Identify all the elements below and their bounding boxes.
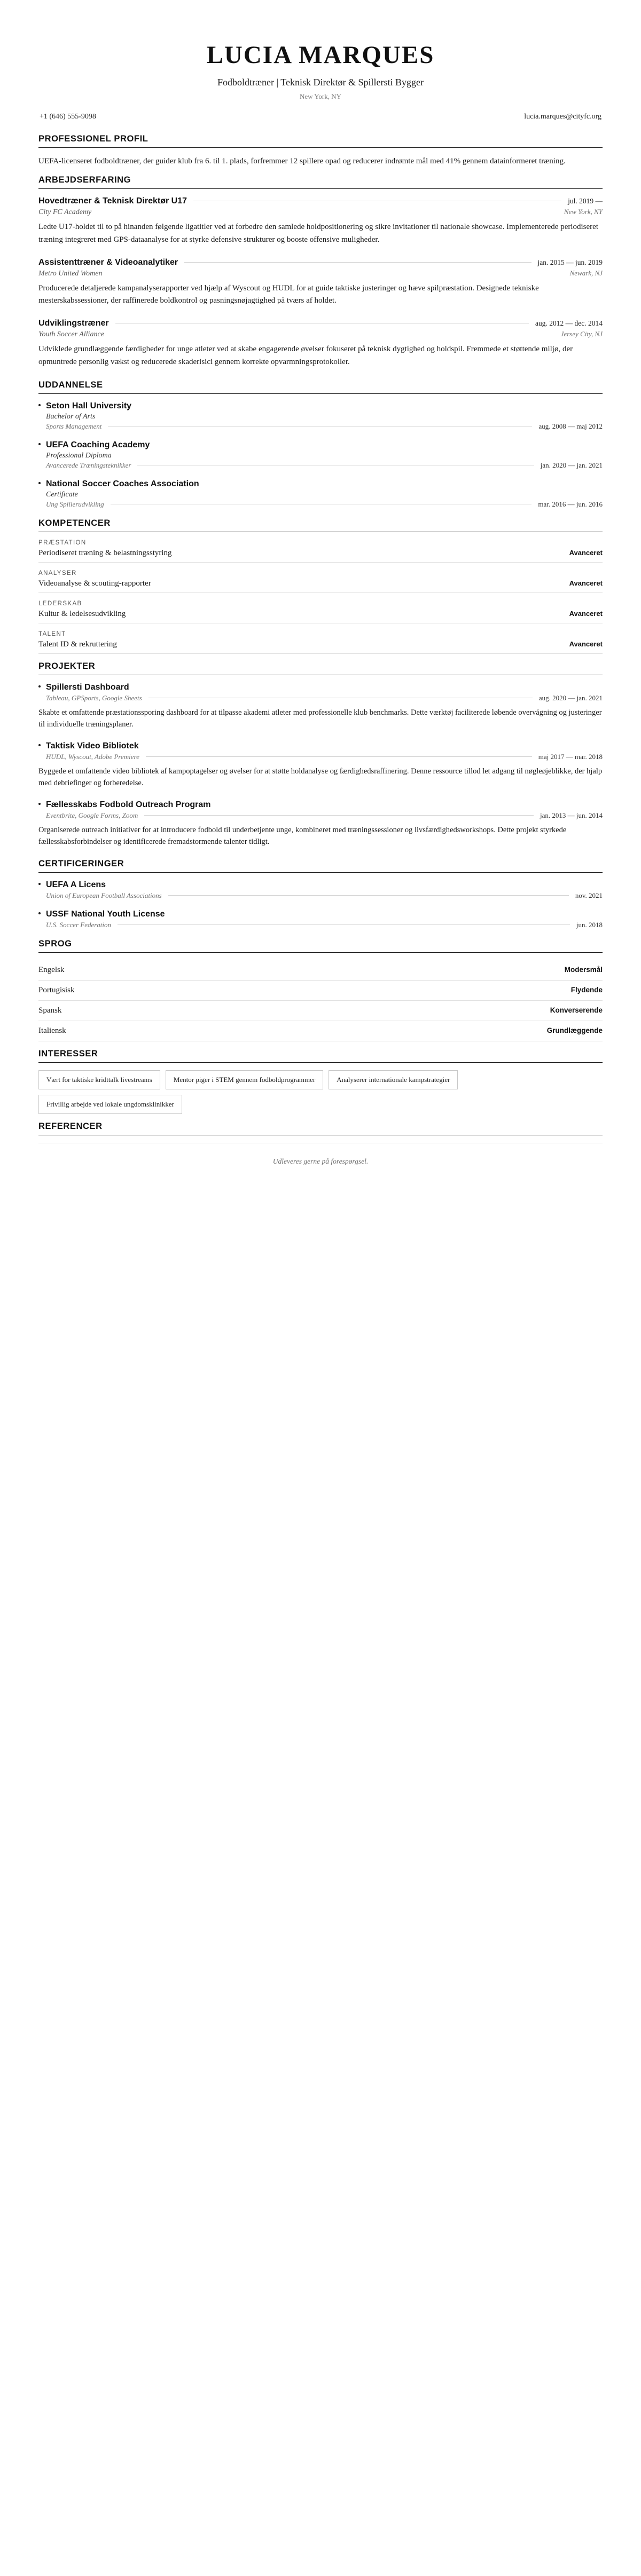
bullet-icon — [38, 912, 41, 914]
project-item — [38, 741, 603, 789]
skill-name: Kultur & ledelsesudvikling — [38, 609, 126, 618]
divider — [144, 815, 534, 816]
job-description: Producerede detaljerede kampanalyserapporter ved hjælp af Wyscout og HUDL for at guide taktiske justeringer og hæve spilpræstation. Designede tekniske mesterskabssessioner, der raffinerede boldkontrol og pasningsnøjagtighed på tværs af holdet. — [38, 283, 539, 305]
education-school: National Soccer Coaches Association — [46, 479, 199, 488]
job-subheader — [38, 208, 603, 217]
section-rule — [38, 188, 603, 189]
education-item — [38, 440, 603, 470]
section-title-experience: ARBEJDSERFARING — [38, 175, 131, 185]
project-meta — [46, 694, 603, 702]
contact-row — [38, 113, 603, 127]
education-meta — [46, 500, 603, 509]
experience-item — [38, 258, 603, 307]
section-title-interests: INTERESSER — [38, 1048, 98, 1058]
skill-category: TALENT — [38, 630, 66, 637]
section-languages — [38, 939, 603, 1041]
bullet-icon — [38, 482, 41, 484]
project-meta — [46, 811, 603, 820]
language-row — [38, 960, 603, 981]
project-dates: jan. 2013 — jun. 2014 — [540, 811, 603, 819]
resume-header — [38, 41, 603, 127]
section-rule — [38, 147, 603, 148]
education-field: Ung Spillerudvikling — [46, 500, 104, 508]
section-title-languages: SPROG — [38, 938, 72, 949]
project-dates: maj 2017 — mar. 2018 — [538, 752, 603, 761]
job-header — [38, 196, 603, 206]
job-description: Ledte U17-holdet til to på hinanden følgende ligatitler ved at forbedre den samlede holdpositionering og sikre invitationer til nationale showcase. Implementerede periodiseret træning integreret med GPS-dataanalyse for at styrke defensive strukturer og booste offensive muligheder. — [38, 223, 599, 244]
skill-level: Avanceret — [569, 639, 603, 648]
resume-page — [0, 0, 641, 1192]
job-company: Youth Soccer Alliance — [38, 330, 104, 339]
skill-name: Videoanalyse & scouting-rapporter — [38, 579, 151, 588]
section-title-certifications: CERTIFICERINGER — [38, 858, 124, 868]
job-title: Udviklingstræner — [38, 319, 109, 328]
project-description: Skabte et omfattende præstationssporing dashboard for at tilpasse akademi atleter med professionelle klub benchmarks. Dette værktøj faciliterede løbende overvågning og justeringer til individuelle træningsplaner. — [38, 708, 602, 729]
skill-name: Talent ID & rekruttering — [38, 639, 117, 649]
certification-issuer: Union of European Football Associations — [46, 891, 162, 899]
interest-chip: Frivillig arbejde ved lokale ungdomsklinikker — [38, 1095, 182, 1114]
job-location: Newark, NJ — [569, 268, 603, 277]
header-location: New York, NY — [299, 92, 341, 100]
section-rule — [38, 872, 603, 873]
certification-name: USSF National Youth License — [46, 909, 165, 919]
skill-group — [38, 631, 603, 654]
skill-category: PRÆSTATION — [38, 539, 87, 546]
interest-chip: Mentor piger i STEM gennem fodboldprogrammer — [166, 1070, 323, 1089]
divider — [184, 262, 531, 263]
section-title-profile: PROFESSIONEL PROFIL — [38, 134, 148, 144]
project-item — [38, 683, 603, 731]
education-school: UEFA Coaching Academy — [46, 440, 150, 449]
bullet-icon — [38, 685, 41, 688]
project-tools: Eventbrite, Google Forms, Zoom — [46, 811, 138, 819]
bullet-icon — [38, 404, 41, 406]
section-experience — [38, 175, 603, 368]
section-rule — [38, 1062, 603, 1063]
interest-chip: Analyserer internationale kampstrategier — [329, 1070, 458, 1089]
job-subheader — [38, 269, 603, 278]
phone-text: +1 (646) 555-9098 — [40, 113, 96, 121]
education-header — [38, 479, 603, 489]
job-description: Udviklede grundlæggende færdigheder for unge atleter ved at skabe engagerende øvelser fokuseret på teknisk dygtighed og holdspil. Fremmede et støttende miljø, der opmuntrede personlig vækst og reducerede skaderisici gennem korrekte opvarmningsprotokoller. — [38, 345, 573, 366]
section-profile — [38, 134, 603, 168]
job-location: Jersey City, NJ — [560, 330, 603, 338]
interest-chip: Vært for taktiske kridttalk livestreams — [38, 1070, 160, 1089]
section-title-projects: PROJEKTER — [38, 661, 96, 671]
education-dates: mar. 2016 — jun. 2016 — [538, 500, 603, 508]
references-box — [38, 1143, 603, 1171]
skill-level: Avanceret — [569, 609, 603, 618]
job-dates: jul. 2019 — — [568, 197, 603, 206]
section-certifications — [38, 859, 603, 929]
profile-text: UEFA-licenseret fodboldtræner, der guider klub fra 6. til 1. plads, forfremmer 12 spillere opad og reducerer indrømte mål med 41% gennem datainformeret træning. — [38, 157, 566, 165]
project-tools: HUDL, Wyscout, Adobe Premiere — [46, 752, 139, 761]
experience-item — [38, 319, 603, 368]
language-level: Modersmål — [564, 965, 603, 974]
job-company: City FC Academy — [38, 208, 92, 217]
bullet-icon — [38, 744, 41, 746]
certification-item — [38, 910, 603, 929]
section-title-education: UDDANNELSE — [38, 380, 103, 390]
language-name: Portugisisk — [38, 985, 75, 994]
skill-level: Avanceret — [569, 579, 603, 587]
job-header — [38, 319, 603, 328]
certification-issuer: U.S. Soccer Federation — [46, 920, 112, 929]
skill-row — [38, 579, 603, 593]
section-rule — [38, 393, 603, 394]
section-interests — [38, 1049, 603, 1114]
section-references — [38, 1121, 603, 1171]
education-school: Seton Hall University — [46, 401, 132, 410]
interests-list — [38, 1070, 603, 1114]
divider — [146, 756, 532, 757]
certification-name: UEFA A Licens — [46, 880, 106, 889]
education-header — [38, 401, 603, 411]
certification-header — [38, 880, 603, 890]
section-skills — [38, 518, 603, 654]
education-item — [38, 479, 603, 509]
job-title: Assistenttræner & Videoanalytiker — [38, 257, 178, 267]
skill-row — [38, 640, 603, 654]
skill-group — [38, 540, 603, 563]
section-rule — [38, 952, 603, 953]
education-meta — [46, 422, 603, 431]
skill-row — [38, 610, 603, 623]
job-dates: aug. 2012 — dec. 2014 — [535, 319, 603, 328]
project-dates: aug. 2020 — jan. 2021 — [538, 693, 603, 702]
project-name: Fællesskabs Fodbold Outreach Program — [46, 800, 211, 809]
divider — [168, 895, 569, 896]
education-header — [38, 440, 603, 450]
section-title-references: REFERENCER — [38, 1121, 103, 1131]
job-title: Hovedtræner & Teknisk Direktør U17 — [38, 196, 187, 206]
email-text[interactable]: lucia.marques@cityfc.org — [524, 113, 601, 121]
divider — [118, 924, 570, 925]
job-location: New York, NY — [564, 208, 603, 216]
education-degree: Bachelor of Arts — [46, 412, 96, 421]
education-field: Sports Management — [46, 422, 102, 430]
page-title: LUCIA MARQUES — [206, 41, 435, 69]
skill-group — [38, 600, 603, 623]
certification-meta — [46, 891, 603, 900]
project-meta — [46, 753, 603, 761]
headline: Fodboldtræner | Teknisk Direktør & Spillersti Bygger — [217, 77, 424, 88]
language-name: Italiensk — [38, 1026, 66, 1035]
education-degree: Professional Diploma — [46, 451, 112, 460]
education-item — [38, 401, 603, 431]
language-level: Konverserende — [550, 1006, 603, 1014]
language-name: Spansk — [38, 1006, 62, 1015]
experience-item — [38, 196, 603, 246]
project-header — [38, 683, 603, 692]
education-field: Avancerede Træningsteknikker — [46, 461, 131, 469]
language-row — [38, 1001, 603, 1021]
certification-item — [38, 880, 603, 900]
language-row — [38, 981, 603, 1001]
project-tools: Tableau, GPSports, Google Sheets — [46, 693, 142, 702]
skill-category: LEDERSKAB — [38, 600, 82, 607]
project-header — [38, 800, 603, 810]
education-meta — [46, 461, 603, 470]
skill-category: ANALYSER — [38, 570, 77, 576]
education-dates: jan. 2020 — jan. 2021 — [540, 461, 603, 469]
job-header — [38, 258, 603, 267]
language-level: Flydende — [570, 985, 603, 994]
references-note: Udleveres gerne på forespørgsel. — [272, 1157, 369, 1165]
project-header — [38, 741, 603, 751]
skill-row — [38, 549, 603, 563]
certification-date: jun. 2018 — [576, 920, 603, 929]
project-description: Organiserede outreach initiativer for at introducere fodbold til underbetjente unge, kombineret med træningssessioner og livsfærdighedsworkshops. Dette projekt styrkede fællesskabsforbindelser og identificerede fremadstormende talenter tidligt. — [38, 825, 567, 847]
bullet-icon — [38, 803, 41, 805]
education-dates: aug. 2008 — maj 2012 — [538, 422, 603, 430]
skill-name: Periodiseret træning & belastningsstyring — [38, 548, 172, 557]
project-description: Byggede et omfattende video bibliotek af kampoptagelser og øvelser for at støtte holdanalyse og færdighedsraffinering. Denne ressource tillod let adgang til nøgleøjeblikke, der hjalp med debriefinger og forberedelse. — [38, 767, 603, 788]
section-title-skills: KOMPETENCER — [38, 518, 111, 528]
certification-date: nov. 2021 — [575, 891, 603, 899]
job-subheader — [38, 330, 603, 339]
bullet-icon — [38, 443, 41, 445]
language-row — [38, 1021, 603, 1041]
section-projects — [38, 661, 603, 848]
job-company: Metro United Women — [38, 269, 103, 278]
skill-group — [38, 570, 603, 593]
language-level: Grundlæggende — [546, 1026, 603, 1034]
project-name: Taktisk Video Bibliotek — [46, 741, 139, 750]
certification-meta — [46, 921, 603, 929]
section-education — [38, 380, 603, 509]
skill-level: Avanceret — [569, 548, 603, 557]
project-item — [38, 800, 603, 848]
bullet-icon — [38, 883, 41, 885]
project-name: Spillersti Dashboard — [46, 682, 129, 692]
education-degree: Certificate — [46, 490, 78, 499]
job-dates: jan. 2015 — jun. 2019 — [537, 258, 603, 266]
language-name: Engelsk — [38, 965, 65, 974]
certification-header — [38, 910, 603, 919]
